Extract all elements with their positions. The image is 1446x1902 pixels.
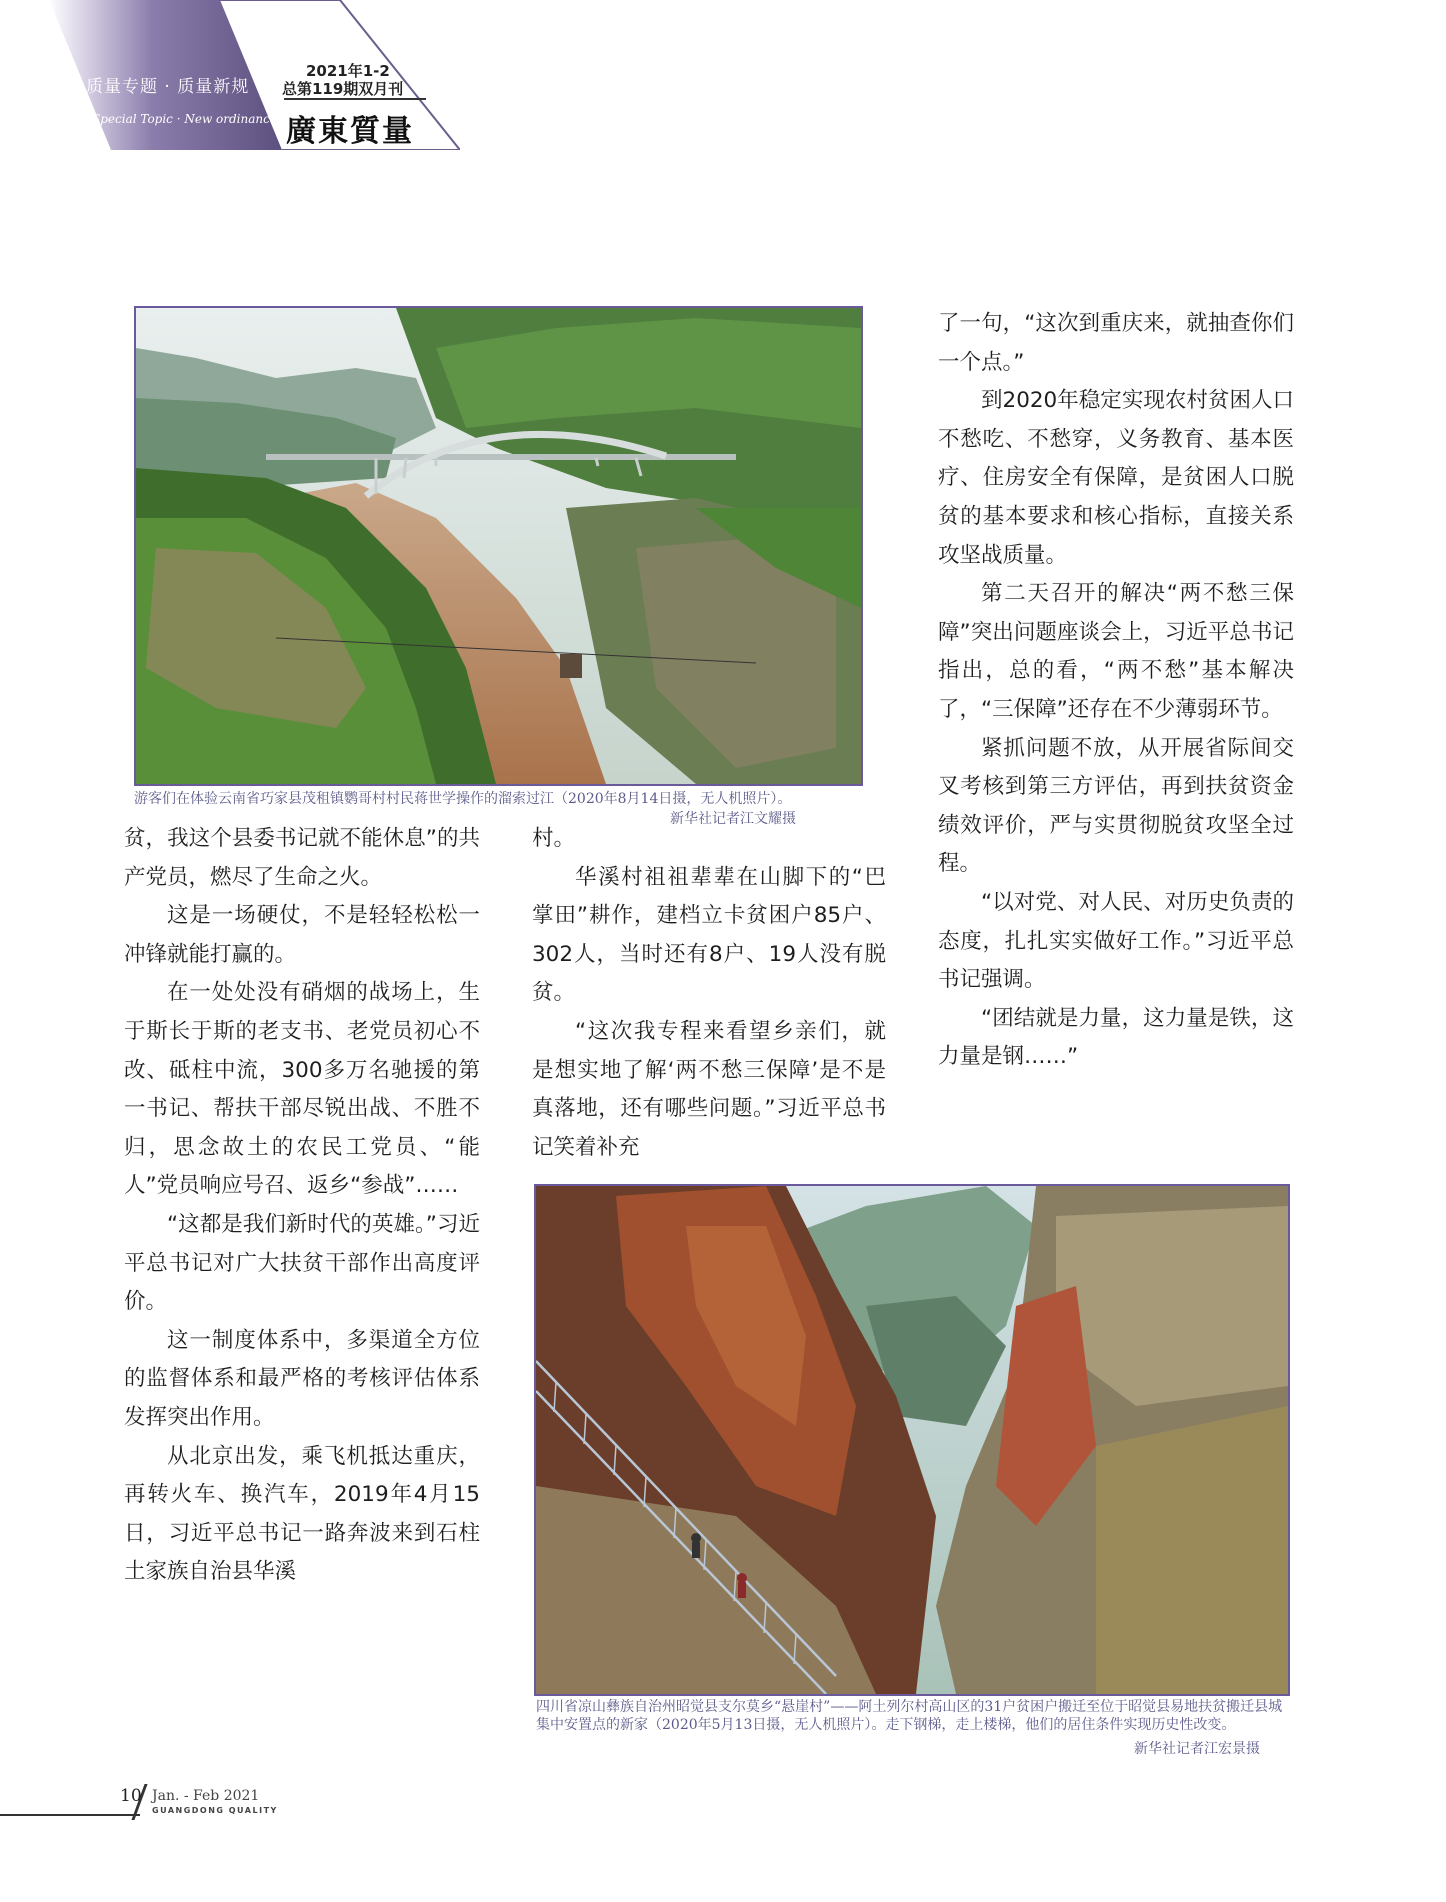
photo-bottom-credit: 新华社记者江宏景摄 xyxy=(1134,1741,1260,1757)
header-divider xyxy=(284,98,426,100)
paragraph: “这次我专程来看望乡亲们，就是想实地了解‘两不愁三保障’是不是真落地，还有哪些问题。”习近平总书记笑着补充 xyxy=(532,1018,886,1160)
paragraph: “这都是我们新时代的英雄。”习近平总书记对广大扶贫干部作出高度评价。 xyxy=(124,1211,480,1315)
footer-issue-month: Jan. - Feb 2021 xyxy=(152,1788,260,1804)
footer-magazine-name: GUANGDONG QUALITY xyxy=(152,1806,278,1815)
text-column-3 xyxy=(938,305,1294,1077)
photo-bottom-caption: 四川省凉山彝族自治州昭觉县支尔莫乡“悬崖村”——阿土列尔村高山区的31户贫困户搬迁至位于昭觉县易地扶贫搬迁县城集中安置点的新家（2020年5月13日摄，无人机照片）。走下钢梯，走上楼梯，他们的居住条件实现历史性改变。 xyxy=(536,1699,1283,1733)
paragraph: 贫，我这个县委书记就不能休息”的共产党员，燃尽了生命之火。 xyxy=(124,826,480,890)
photo-gorge-bridge xyxy=(134,306,863,786)
paragraph: “以对党、对人民、对历史负责的态度，扎扎实实做好工作。”习近平总书记强调。 xyxy=(938,889,1294,993)
section-title: 质量专题 · 质量新规 xyxy=(86,77,250,97)
photo-top-caption: 游客们在体验云南省巧家县茂租镇鹦哥村村民蒋世学操作的溜索过江（2020年8月14日摄，无人机照片）。 xyxy=(134,791,792,807)
issue-date: 2021年1-2 xyxy=(306,62,390,80)
photo-cliff-village xyxy=(534,1184,1290,1696)
text-column-1 xyxy=(124,820,480,1592)
photo-cliff-village-image xyxy=(536,1186,1288,1694)
magazine-logo: 廣東質量 xyxy=(286,114,414,149)
paragraph: 第二天召开的解决“两不愁三保障”突出问题座谈会上，习近平总书记指出，总的看，“两不愁”基本解决了，“三保障”还存在不少薄弱环节。 xyxy=(938,581,1294,722)
paragraph: 在一处处没有硝烟的战场上，生于斯长于斯的老支书、老党员初心不改、砥柱中流，300多万名驰援的第一书记、帮扶干部尽锐出战、不胜不归，思念故土的农民工党员、“能人”党员响应号召、返乡“参战”…… xyxy=(124,980,480,1199)
paragraph: 这一制度体系中，多渠道全方位的监督体系和最严格的考核评估体系发挥突出作用。 xyxy=(124,1327,480,1430)
footer-rule xyxy=(0,1814,140,1816)
photo-gorge-bridge-image xyxy=(136,308,861,784)
paragraph: 从北京出发，乘飞机抵达重庆，再转火车、换汽车，2019年4月15日，习近平总书记一路奔波来到石柱土家族自治县华溪 xyxy=(124,1443,480,1585)
paragraph: 这是一场硬仗，不是轻轻松松一冲锋就能打赢的。 xyxy=(124,903,480,967)
paragraph: 到2020年稳定实现农村贫困人口不愁吃、不愁穿，义务教育、基本医疗、住房安全有保障，是贫困人口脱贫的基本要求和核心指标，直接关系攻坚战质量。 xyxy=(938,388,1294,568)
paragraph: 了一句，“这次到重庆来，就抽查你们一个点。” xyxy=(938,311,1294,375)
paragraph: 紧抓问题不放，从开展省际间交叉考核到第三方评估，再到扶贫资金绩效评价，严与实贯彻脱贫攻坚全过程。 xyxy=(938,735,1294,877)
paragraph: “团结就是力量，这力量是铁，这力量是钢……” xyxy=(938,1005,1294,1070)
photo-top-credit: 新华社记者江文耀摄 xyxy=(670,811,796,827)
page-number: 10 xyxy=(120,1786,142,1806)
issue-number: 总第119期双月刊 xyxy=(282,80,404,98)
text-column-2 xyxy=(532,820,886,1167)
paragraph: 村。 xyxy=(532,826,576,851)
section-title-en: Special Topic · New ordinances xyxy=(92,112,284,126)
paragraph: 华溪村祖祖辈辈在山脚下的“巴掌田”耕作，建档立卡贫困户85户、302人，当时还有8户、19人没有脱贫。 xyxy=(532,864,886,1006)
